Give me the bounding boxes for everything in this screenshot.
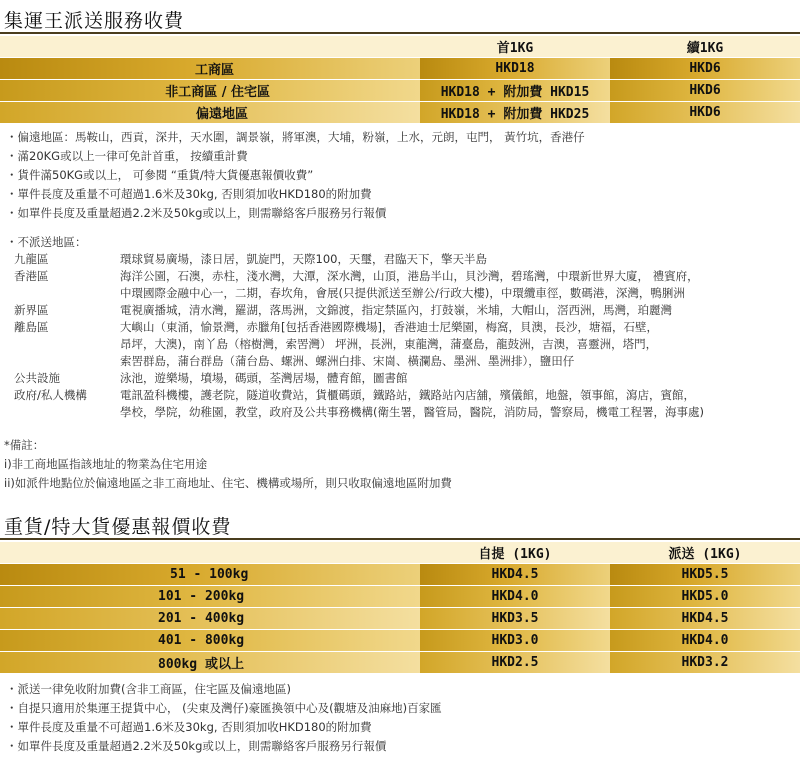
pickup-price-cell: HKD3.5 xyxy=(420,608,610,630)
title-divider xyxy=(0,32,800,34)
excluded-heading: ・不派送地區： xyxy=(6,235,87,249)
excluded-group xyxy=(6,319,796,370)
pickup-price-cell: HKD4.5 xyxy=(420,564,610,586)
excluded-group xyxy=(6,302,796,319)
delivery-fee-table xyxy=(0,36,800,124)
excluded-group xyxy=(6,268,796,302)
excluded-line: 學校，學院，幼稚園，教堂，政府及公共事務機構(衛生署，醫管局，醫院，消防局，警察局，機電工程署，海事處) xyxy=(120,405,704,419)
delivery-notes xyxy=(6,128,796,223)
pickup-price-cell: HKD2.5 xyxy=(420,652,610,674)
weight-range-cell: 51 - 100kg xyxy=(0,564,420,586)
note-line: ・單件長度及重量不可超過1.6米及30kg, 否則須加收HKD180的附加費 xyxy=(6,187,372,201)
excluded-line: 索罟群島，蒲台群島（蒲台島、螺洲、螺洲白排、宋崗、橫瀾島、墨洲、墨洲排），鹽田仔 xyxy=(120,354,575,368)
area-cell: 非工商區 / 住宅區 xyxy=(0,80,420,102)
remarks xyxy=(4,436,452,493)
excluded-line: 昂坪，大澳)，南丫島（榕樹灣，索罟灣） 坪洲，長洲，東龍灣，蒲臺島，龍鼓洲，吉澳，喜靈洲，塔門， xyxy=(120,337,658,351)
note-line: ・如單件長度及重量超過2.2米及50kg或以上，則需聯絡客戶服務另行報價 xyxy=(6,206,387,220)
note-line: ・偏遠地區：馬鞍山，西貢，深井，天水圍，調景嶺，將軍澳，大埔，粉嶺，上水，元朗，屯門， 黃竹坑，香港仔 xyxy=(6,130,585,144)
weight-range-cell: 201 - 400kg xyxy=(0,608,420,630)
table-row xyxy=(0,630,800,652)
excluded-line: 大嶼山（東涌，愉景灣，赤臘角[包括香港國際機場]，香港迪士尼樂園，梅窩，貝澳，長沙，塘福，石壁， xyxy=(120,320,658,334)
pickup-price-cell: HKD4.0 xyxy=(420,586,610,608)
note-line: ・貨件滿50KG或以上， 可參閱 “重貨/特大貨優惠報價收費” xyxy=(6,168,314,182)
excluded-group xyxy=(6,387,796,421)
excluded-line: 環球貿易廣場，漆日居，凱旋門，天際100，天璽，君臨天下，擎天半島 xyxy=(120,252,487,266)
excluded-group xyxy=(6,251,796,268)
area-cell: 工商區 xyxy=(0,58,420,80)
excluded-line: 中環國際金融中心一，二期，春坎角，會展(只提供派送至辦公/行政大樓)，中環纜車徑，數碼港，深灣，鴨脷洲 xyxy=(120,286,685,300)
header-first-kg: 首1KG xyxy=(420,36,610,58)
excluded-label: 政府/私人機構 xyxy=(14,388,87,402)
excluded-areas xyxy=(6,234,796,421)
next-kg-cell: HKD6 xyxy=(610,58,800,80)
heavy-goods-table xyxy=(0,542,800,674)
note-line: ・滿20KG或以上一律可免計首重， 按續重計費 xyxy=(6,149,248,163)
excluded-line: 泳池，遊樂場，墳場，碼頭，荃灣居場，體育館，圖書館 xyxy=(120,371,408,385)
note-line: ・單件長度及重量不可超過1.6米及30kg, 否則須加收HKD180的附加費 xyxy=(6,720,372,734)
table-header-row xyxy=(0,542,800,564)
header-pickup: 自提 (1KG) xyxy=(420,542,610,564)
excluded-label: 新界區 xyxy=(14,303,49,317)
heavy-goods-notes xyxy=(6,680,796,756)
excluded-label: 公共設施 xyxy=(14,371,60,385)
area-cell: 偏遠地區 xyxy=(0,102,420,124)
first-kg-cell: HKD18 + 附加費 HKD15 xyxy=(420,80,610,102)
title-divider xyxy=(0,538,800,540)
delivery-price-cell: HKD4.5 xyxy=(610,608,800,630)
weight-range-cell: 800kg 或以上 xyxy=(0,652,420,674)
first-kg-cell: HKD18 xyxy=(420,58,610,80)
delivery-price-cell: HKD5.0 xyxy=(610,586,800,608)
excluded-label: 九龍區 xyxy=(14,252,49,266)
section-title-heavy-goods: 重貨/特大貨優惠報價收費 xyxy=(4,516,232,538)
excluded-label: 離島區 xyxy=(14,320,49,334)
first-kg-cell: HKD18 + 附加費 HKD25 xyxy=(420,102,610,124)
excluded-line: 海洋公園，石澳，赤柱，淺水灣，大潭，深水灣，山頂，港島半山，貝沙灣，碧瑤灣，中環新世界大廈， 禮賓府， xyxy=(120,269,699,283)
section-title-delivery-fees: 集運王派送服務收費 xyxy=(4,10,185,32)
delivery-price-cell: HKD4.0 xyxy=(610,630,800,652)
note-line: ・自提只適用於集運王提貨中心， (尖東及灣仔)豪匯換領中心及(觀塘及油麻地)百家匯 xyxy=(6,701,442,715)
excluded-label: 香港區 xyxy=(14,269,49,283)
next-kg-cell: HKD6 xyxy=(610,80,800,102)
table-row xyxy=(0,58,800,80)
remark-line: *備註： xyxy=(4,438,45,452)
header-delivery: 派送 (1KG) xyxy=(610,542,800,564)
table-row xyxy=(0,80,800,102)
table-row xyxy=(0,608,800,630)
excluded-line: 電視廣播城，清水灣，羅湖，落馬洲，文錦渡，指定禁區內，打鼓嶺，米埔，大帽山，滘西洲，馬灣，珀麗灣 xyxy=(120,303,672,317)
excluded-group xyxy=(6,370,796,387)
note-line: ・派送一律免收附加費(含非工商區，住宅區及偏遠地區) xyxy=(6,682,291,696)
delivery-price-cell: HKD5.5 xyxy=(610,564,800,586)
table-header-row xyxy=(0,36,800,58)
weight-range-cell: 401 - 800kg xyxy=(0,630,420,652)
next-kg-cell: HKD6 xyxy=(610,102,800,124)
table-row xyxy=(0,102,800,124)
pickup-price-cell: HKD3.0 xyxy=(420,630,610,652)
header-next-kg: 續1KG xyxy=(610,36,800,58)
delivery-price-cell: HKD3.2 xyxy=(610,652,800,674)
weight-range-cell: 101 - 200kg xyxy=(0,586,420,608)
table-row xyxy=(0,586,800,608)
table-row xyxy=(0,564,800,586)
note-line: ・如單件長度及重量超過2.2米及50kg或以上，則需聯絡客戶服務另行報價 xyxy=(6,739,387,753)
remark-line: ii)如派件地點位於偏遠地區之非工商地址、住宅、機構或場所，則只收取偏遠地區附加費 xyxy=(4,476,452,490)
table-row xyxy=(0,652,800,674)
excluded-line: 電訊盈科機樓，護老院，隧道收費站，貨櫃碼頭，鐵路站，鐵路站內店舖，殯儀館，地盤，領事館，瀉店，賓館， xyxy=(120,388,695,402)
remark-line: i)非工商地區指該地址的物業為住宅用途 xyxy=(4,457,208,471)
